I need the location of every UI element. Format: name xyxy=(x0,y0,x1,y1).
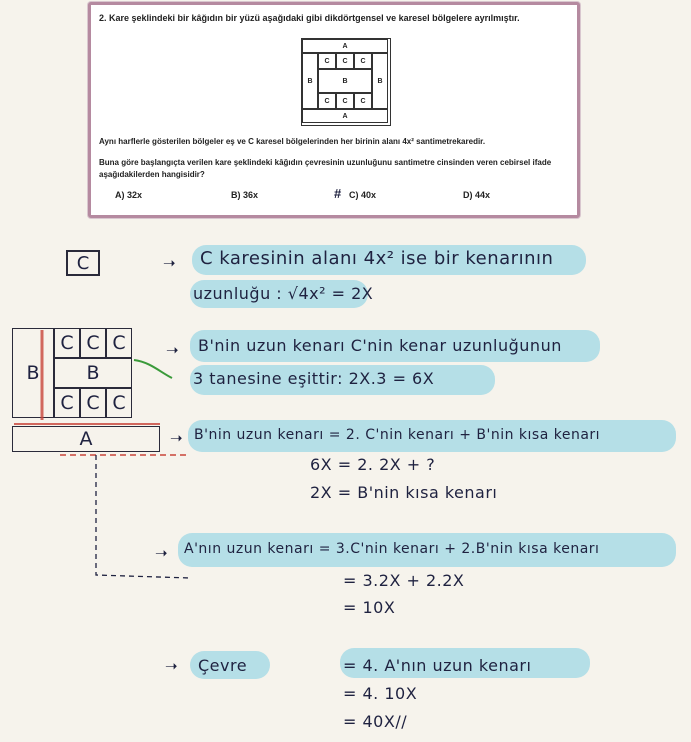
option-a[interactable]: A) 32x xyxy=(115,190,143,200)
diagram-cell-b-left: B xyxy=(12,328,54,418)
figure-cell-b-left: B xyxy=(302,53,318,109)
solution-line: uzunluğu : √4x² = 2X xyxy=(193,284,374,303)
solution-line: 3 tanesine eşittir: 2X.3 = 6X xyxy=(193,369,435,388)
figure-cell-c: C xyxy=(318,53,336,69)
question-title: 2. Kare şeklindeki bir kâğıdın bir yüzü aşağıdaki gibi dikdörtgensel ve karesel bölgelere ayrılmıştır. xyxy=(99,13,520,23)
solution-line: B'nin uzun kenarı = 2. C'nin kenarı + B'nin kısa kenarı xyxy=(194,427,601,443)
question-prompt: Buna göre başlangıçta verilen kare şeklindeki kâğıdın çevresinin uzunluğunu santimetre cinsinden veren cebirsel ifade aşağıdakilerden hangisidir? xyxy=(99,158,552,179)
figure-cell-b-right: B xyxy=(372,53,388,109)
solution-line: A'nın uzun kenarı = 3.C'nin kenarı + 2.B'nin kısa kenarı xyxy=(184,541,600,557)
section-label-box: C xyxy=(66,250,100,276)
selected-mark: # xyxy=(334,186,342,201)
figure-cell-c: C xyxy=(318,93,336,109)
diagram-cell-b-middle: B xyxy=(54,358,132,388)
arrow-icon: ➝ xyxy=(170,429,183,447)
figure-cell-c: C xyxy=(354,93,372,109)
solution-line: Çevre xyxy=(198,656,248,675)
solution-line: = 3.2X + 2.2X xyxy=(343,571,465,590)
solution-line: = 40X// xyxy=(343,712,408,731)
diagram-cell-c: C xyxy=(54,328,80,358)
arrow-icon: ➝ xyxy=(166,341,179,359)
solution-line: = 10X xyxy=(343,598,396,617)
solution-line: = 4. A'nın uzun kenarı xyxy=(343,656,532,675)
solution-line: 2X = B'nin kısa kenarı xyxy=(310,483,498,502)
solution-line: B'nin uzun kenarı C'nin kenar uzunluğunun xyxy=(198,336,562,355)
solution-line: C karesinin alanı 4x² ise bir kenarının xyxy=(200,248,554,269)
diagram-cell-c: C xyxy=(54,388,80,418)
solution-line: 6X = 2. 2X + ? xyxy=(310,455,436,474)
figure-cell-c: C xyxy=(354,53,372,69)
figure-cell-a-top: A xyxy=(302,39,388,53)
diagram-cell-a: A xyxy=(12,426,160,452)
arrow-icon: ➝ xyxy=(165,657,178,675)
figure-cell-c: C xyxy=(336,93,354,109)
question-note: Aynı harflerle gösterilen bölgeler eş ve C karesel bölgelerinden her birinin alanı 4x² santimetrekaredir. xyxy=(99,137,486,146)
solution-line: = 4. 10X xyxy=(343,684,418,703)
arrow-icon: ➝ xyxy=(163,254,176,272)
option-c[interactable]: C) 40x xyxy=(349,190,377,200)
diagram-cell-c: C xyxy=(80,328,106,358)
diagram-cell-c: C xyxy=(80,388,106,418)
figure-cell-b-middle: B xyxy=(318,69,372,93)
diagram-cell-c: C xyxy=(106,328,132,358)
figure-cell-c: C xyxy=(336,53,354,69)
arrow-icon: ➝ xyxy=(155,544,168,562)
figure-cell-a-bottom: A xyxy=(302,109,388,123)
option-b[interactable]: B) 36x xyxy=(231,190,259,200)
option-d[interactable]: D) 44x xyxy=(463,190,491,200)
diagram-cell-c: C xyxy=(106,388,132,418)
